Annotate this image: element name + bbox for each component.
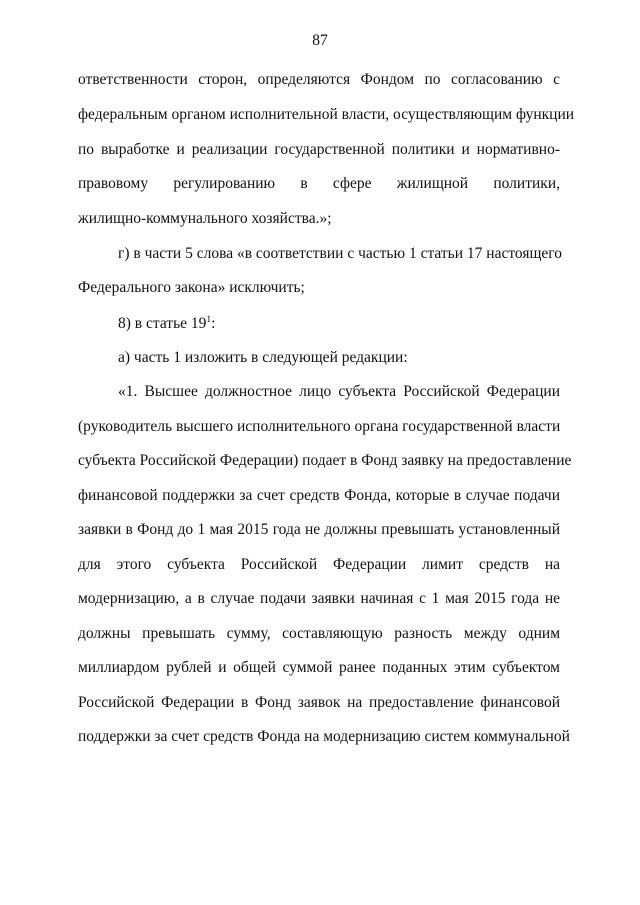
text-line: Российской Федерации в Фонд заявок на предоставление финансовой [78,694,560,711]
text-line: (руководитель высшего исполнительного органа государственной власти [78,418,561,435]
article-heading-line [118,314,560,334]
page-number: 87 [312,32,328,49]
text-line: правовому регулированию в сфере жилищной политики, [78,175,560,192]
text-line: поддержки за счет средств Фонда на модернизацию систем коммунальной [78,728,570,745]
text-line: должны превышать сумму, составляющую разность между одним [78,625,560,642]
text-line: ответственности сторон, определяются Фондом по согласованию с [78,71,560,88]
text-line: «1. Высшее должностное лицо субъекта Российской Федерации [118,383,560,400]
text-line: г) в части 5 слова «в соответствии с частью 1 статьи 17 настоящего [118,245,563,262]
text-line: по выработке и реализации государственной политики и нормативно- [78,141,560,158]
text-line: финансовой поддержки за счет средств Фонда, которые в случае подачи [78,487,560,504]
text-line: модернизацию, а в случае подачи заявки начиная с 1 мая 2015 года не [78,590,560,607]
text-line: заявки в Фонд до 1 мая 2015 года не должны превышать установленный [78,521,560,538]
text-line: федеральным органом исполнительной власти, осуществляющим функции [78,106,575,123]
text-line: миллиардом рублей и общей суммой ранее поданных этим субъектом [78,659,560,676]
text-line: жилищно-коммунального хозяйства.»; [78,210,332,227]
text-line: для этого субъекта Российской Федерации лимит средств на [78,556,560,573]
text-line: а) часть 1 изложить в следующей редакции: [118,349,408,366]
text-line: субъекта Российской Федерации) подает в Фонд заявку на предоставление [78,452,572,469]
superscript: 1 [206,315,212,325]
article-heading-text: 8) в статье 19 [118,315,207,332]
text-line: Федерального закона» исключить; [78,279,305,296]
article-heading-colon: : [211,315,216,332]
